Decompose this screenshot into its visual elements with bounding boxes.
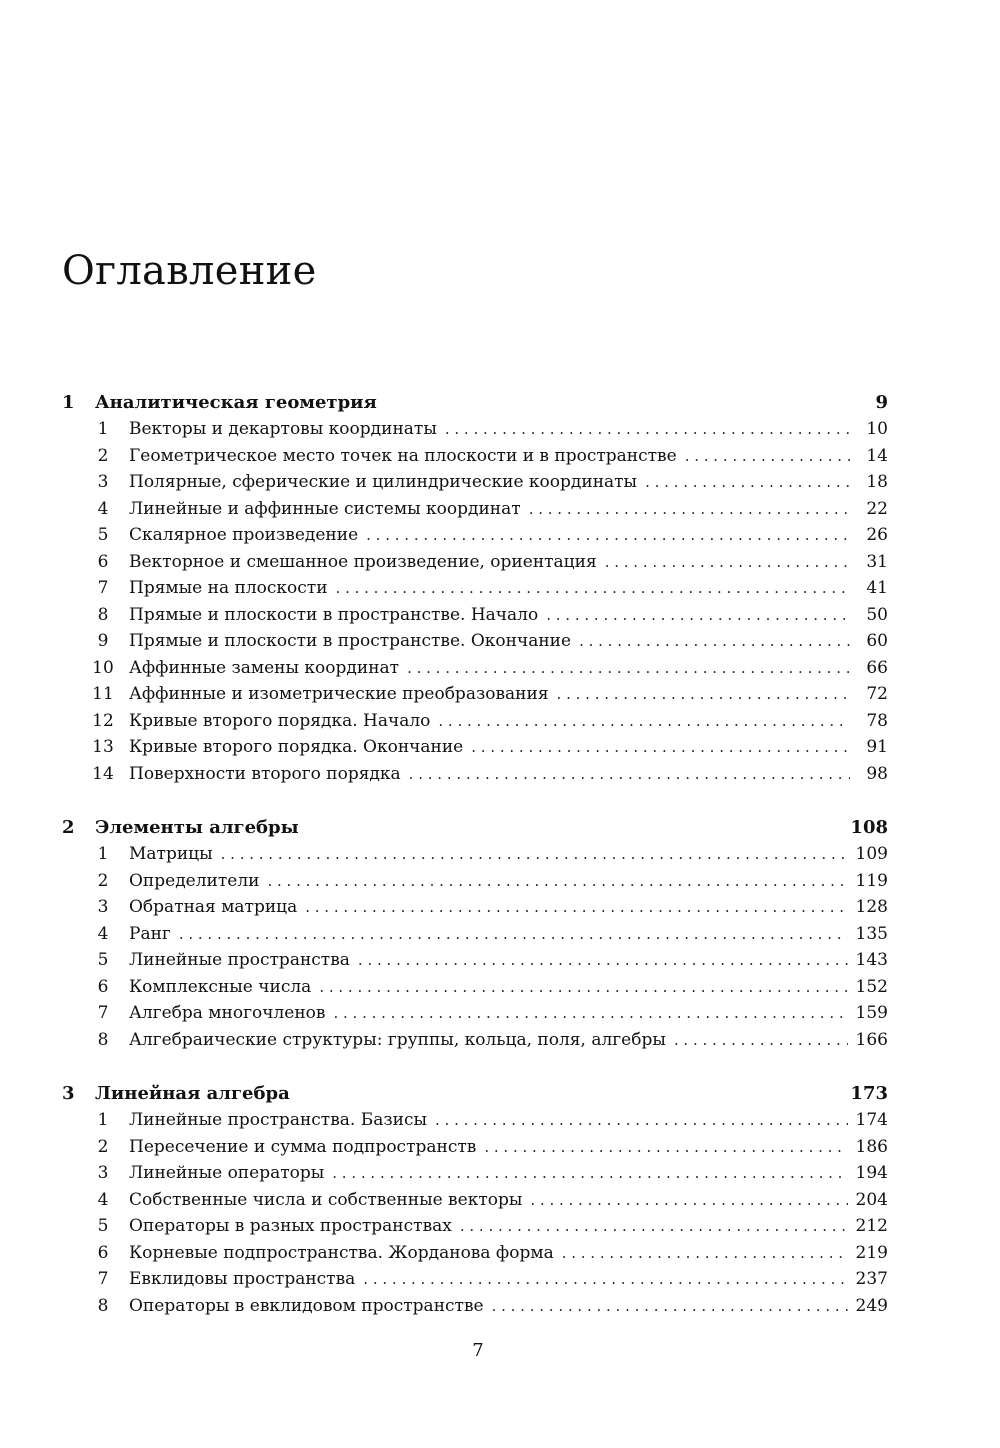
section-title: Евклидовы пространства bbox=[129, 1269, 356, 1289]
section-number: 7 bbox=[97, 1003, 109, 1023]
section-title: Геометрическое место точек на плоскости и в пространстве bbox=[129, 445, 677, 466]
section-number: 3 bbox=[97, 472, 109, 492]
chapter-number: 1 bbox=[62, 392, 75, 413]
toc-section-link[interactable] bbox=[62, 1137, 888, 1164]
section-title: Линейные пространства. Базисы bbox=[129, 1110, 428, 1130]
section-number: 11 bbox=[92, 684, 114, 704]
section-number: 2 bbox=[97, 445, 109, 466]
dot-leader bbox=[460, 1217, 848, 1235]
section-page-number: 143 bbox=[855, 950, 888, 970]
section-page-number: 152 bbox=[855, 976, 888, 997]
section-title: Скалярное произведение bbox=[129, 525, 359, 545]
toc-section-link[interactable] bbox=[62, 711, 888, 738]
dot-leader bbox=[530, 1191, 847, 1209]
dot-leader bbox=[492, 1297, 848, 1315]
dot-leader bbox=[435, 1111, 848, 1129]
dot-leader bbox=[562, 1244, 848, 1262]
toc-section-link[interactable] bbox=[62, 1243, 888, 1270]
section-page-number: 204 bbox=[855, 1189, 888, 1210]
dot-leader bbox=[445, 420, 850, 438]
section-title: Векторное и смешанное произведение, ориентация bbox=[129, 551, 597, 572]
section-title: Кривые второго порядка. Начало bbox=[129, 710, 431, 731]
toc-section-link[interactable] bbox=[62, 1163, 888, 1190]
section-page-number: 194 bbox=[855, 1163, 888, 1183]
toc-section-link[interactable] bbox=[62, 844, 888, 871]
section-number: 7 bbox=[97, 1269, 109, 1289]
section-title: Операторы в разных пространствах bbox=[129, 1216, 452, 1236]
section-page-number: 10 bbox=[866, 419, 888, 439]
toc-section-link[interactable] bbox=[62, 950, 888, 977]
toc-section-link[interactable] bbox=[62, 605, 888, 632]
toc-section-link[interactable] bbox=[62, 1190, 888, 1217]
section-number: 4 bbox=[97, 498, 109, 519]
section-title: Комплексные числа bbox=[129, 976, 312, 997]
section-page-number: 166 bbox=[855, 1029, 888, 1050]
section-title: Пересечение и сумма подпространств bbox=[129, 1136, 477, 1157]
section-title: Прямые на плоскости bbox=[129, 578, 328, 598]
section-number: 6 bbox=[97, 551, 109, 572]
toc-section-link[interactable] bbox=[62, 684, 888, 711]
dot-leader bbox=[579, 632, 850, 650]
page-number: 7 bbox=[472, 1340, 484, 1361]
section-title: Векторы и декартовы координаты bbox=[129, 419, 437, 439]
toc-section-link[interactable] bbox=[62, 897, 888, 924]
section-number: 4 bbox=[97, 923, 109, 944]
section-number: 9 bbox=[97, 631, 109, 651]
dot-leader bbox=[336, 579, 850, 597]
toc-section-link[interactable] bbox=[62, 1030, 888, 1057]
section-number: 3 bbox=[97, 897, 109, 917]
section-title: Определители bbox=[129, 870, 260, 891]
section-page-number: 98 bbox=[866, 763, 888, 784]
section-page-number: 14 bbox=[866, 445, 888, 466]
section-title: Алгебраические структуры: группы, кольца, поля, алгебры bbox=[129, 1029, 666, 1050]
section-title: Линейные и аффинные системы координат bbox=[129, 498, 521, 519]
chapter-block bbox=[62, 1083, 888, 1322]
section-number: 3 bbox=[97, 1163, 109, 1183]
section-page-number: 72 bbox=[866, 684, 888, 704]
section-page-number: 174 bbox=[855, 1110, 888, 1130]
section-page-number: 26 bbox=[866, 525, 888, 545]
toc-section-link[interactable] bbox=[62, 631, 888, 658]
section-page-number: 50 bbox=[866, 604, 888, 625]
section-page-number: 60 bbox=[866, 631, 888, 651]
dot-leader bbox=[546, 606, 850, 624]
section-title: Ранг bbox=[129, 923, 171, 944]
dot-leader bbox=[179, 925, 848, 943]
dot-leader bbox=[409, 765, 850, 783]
toc-section-link[interactable] bbox=[62, 1003, 888, 1030]
section-number: 7 bbox=[97, 578, 109, 598]
section-number: 2 bbox=[97, 870, 109, 891]
section-page-number: 159 bbox=[855, 1003, 888, 1023]
section-page-number: 22 bbox=[866, 498, 888, 519]
section-title: Операторы в евклидовом пространстве bbox=[129, 1295, 484, 1316]
section-title: Прямые и плоскости в пространстве. Начало bbox=[129, 604, 539, 625]
section-number: 4 bbox=[97, 1189, 109, 1210]
dot-leader bbox=[674, 1031, 848, 1049]
section-title: Обратная матрица bbox=[129, 897, 298, 917]
toc-section-link[interactable] bbox=[62, 525, 888, 552]
section-number: 5 bbox=[97, 1216, 109, 1236]
page-title: Оглавление bbox=[62, 248, 317, 294]
chapter-title: Линейная алгебра bbox=[95, 1083, 290, 1104]
section-title: Собственные числа и собственные векторы bbox=[129, 1189, 523, 1210]
chapter-page-number: 9 bbox=[875, 392, 888, 413]
section-title: Линейные операторы bbox=[129, 1163, 325, 1183]
section-title: Линейные пространства bbox=[129, 950, 350, 970]
table-of-contents bbox=[62, 392, 888, 1349]
dot-leader bbox=[221, 845, 848, 863]
section-title: Полярные, сферические и цилиндрические координаты bbox=[129, 472, 638, 492]
section-title: Аффинные замены координат bbox=[129, 657, 400, 678]
toc-section-link[interactable] bbox=[62, 446, 888, 473]
section-number: 2 bbox=[97, 1136, 109, 1157]
section-page-number: 18 bbox=[866, 472, 888, 492]
toc-section-link[interactable] bbox=[62, 1216, 888, 1243]
section-page-number: 91 bbox=[866, 737, 888, 757]
section-page-number: 78 bbox=[866, 710, 888, 731]
section-number: 13 bbox=[92, 737, 114, 757]
dot-leader bbox=[605, 553, 850, 571]
section-page-number: 237 bbox=[855, 1269, 888, 1289]
section-title: Поверхности второго порядка bbox=[129, 763, 401, 784]
chapter-heading-link[interactable] bbox=[62, 817, 888, 844]
toc-section-link[interactable] bbox=[62, 1269, 888, 1296]
dot-leader bbox=[363, 1270, 847, 1288]
section-number: 14 bbox=[92, 763, 114, 784]
dot-leader bbox=[407, 659, 850, 677]
toc-section-link[interactable] bbox=[62, 977, 888, 1004]
section-number: 5 bbox=[97, 525, 109, 545]
section-title: Прямые и плоскости в пространстве. Окончание bbox=[129, 631, 572, 651]
chapter-block bbox=[62, 817, 888, 1056]
section-number: 10 bbox=[92, 657, 114, 678]
chapter-heading-link[interactable] bbox=[62, 392, 888, 419]
toc-section-link[interactable] bbox=[62, 419, 888, 446]
section-page-number: 128 bbox=[855, 897, 888, 917]
dot-leader bbox=[484, 1138, 847, 1156]
toc-section-link[interactable] bbox=[62, 1110, 888, 1137]
toc-section-link[interactable] bbox=[62, 737, 888, 764]
dot-leader bbox=[319, 978, 847, 996]
section-number: 12 bbox=[92, 710, 114, 731]
toc-section-link[interactable] bbox=[62, 871, 888, 898]
section-page-number: 186 bbox=[855, 1136, 888, 1157]
section-number: 6 bbox=[97, 1242, 109, 1263]
section-title: Корневые подпространства. Жорданова форма bbox=[129, 1242, 554, 1263]
section-page-number: 119 bbox=[855, 870, 888, 891]
dot-leader bbox=[438, 712, 850, 730]
toc-section-link[interactable] bbox=[62, 578, 888, 605]
section-page-number: 249 bbox=[855, 1295, 888, 1316]
section-page-number: 135 bbox=[855, 923, 888, 944]
section-page-number: 66 bbox=[866, 657, 888, 678]
section-page-number: 41 bbox=[866, 578, 888, 598]
dot-leader bbox=[332, 1164, 847, 1182]
chapter-title: Аналитическая геометрия bbox=[95, 392, 377, 413]
chapter-number: 2 bbox=[62, 817, 75, 838]
dot-leader bbox=[557, 685, 850, 703]
chapter-block bbox=[62, 392, 888, 790]
dot-leader bbox=[529, 500, 850, 518]
section-title: Алгебра многочленов bbox=[129, 1003, 326, 1023]
toc-section-link[interactable] bbox=[62, 1296, 888, 1323]
dot-leader bbox=[366, 526, 850, 544]
chapter-heading-link[interactable] bbox=[62, 1083, 888, 1110]
section-title: Матрицы bbox=[129, 844, 213, 864]
chapter-title: Элементы алгебры bbox=[95, 817, 299, 838]
toc-section-link[interactable] bbox=[62, 499, 888, 526]
toc-section-link[interactable] bbox=[62, 764, 888, 791]
section-page-number: 109 bbox=[855, 844, 888, 864]
section-page-number: 31 bbox=[866, 551, 888, 572]
toc-section-link[interactable] bbox=[62, 472, 888, 499]
dot-leader bbox=[358, 951, 848, 969]
section-number: 8 bbox=[97, 604, 109, 625]
chapter-page-number: 108 bbox=[850, 817, 888, 838]
chapter-number: 3 bbox=[62, 1083, 75, 1104]
section-page-number: 212 bbox=[855, 1216, 888, 1236]
section-number: 5 bbox=[97, 950, 109, 970]
toc-section-link[interactable] bbox=[62, 658, 888, 685]
section-number: 1 bbox=[97, 844, 109, 864]
section-number: 1 bbox=[97, 419, 109, 439]
dot-leader bbox=[333, 1004, 847, 1022]
dot-leader bbox=[305, 898, 847, 916]
dot-leader bbox=[685, 447, 850, 465]
chapter-page-number: 173 bbox=[850, 1083, 888, 1104]
toc-section-link[interactable] bbox=[62, 552, 888, 579]
dot-leader bbox=[267, 872, 847, 890]
toc-section-link[interactable] bbox=[62, 924, 888, 951]
section-number: 8 bbox=[97, 1295, 109, 1316]
section-number: 8 bbox=[97, 1029, 109, 1050]
section-title: Аффинные и изометрические преобразования bbox=[129, 684, 549, 704]
section-number: 1 bbox=[97, 1110, 109, 1130]
section-title: Кривые второго порядка. Окончание bbox=[129, 737, 464, 757]
section-number: 6 bbox=[97, 976, 109, 997]
section-page-number: 219 bbox=[855, 1242, 888, 1263]
dot-leader bbox=[471, 738, 850, 756]
dot-leader bbox=[645, 473, 850, 491]
